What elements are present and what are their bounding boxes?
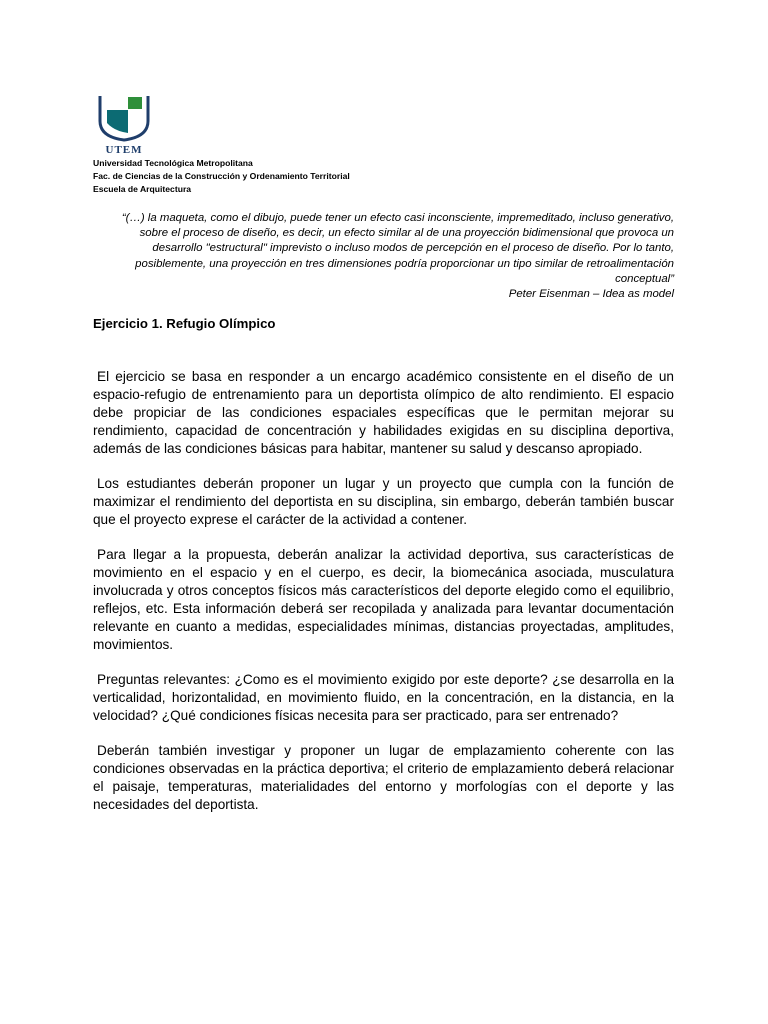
utem-logo xyxy=(97,93,153,155)
university-name: Universidad Tecnológica Metropolitana xyxy=(93,158,253,168)
exercise-body xyxy=(93,368,674,831)
faculty-name: Fac. de Ciencias de la Construcción y Ordenamiento Territorial xyxy=(93,171,350,181)
quote-text: “(…) la maqueta, como el dibujo, puede tener un efecto casi inconsciente, impremeditado, incluso generativo, sobre el proceso de diseño, es decir, un efecto similar al de una proyección bidimensional que provoca un desarrollo "estructural" imprevisto o incluso modos de percepción en el proceso de diseño. Por lo tanto, posiblemente, una proyección en tres dimensiones podría proporcionar un tipo similar de retroalimentación conceptual” xyxy=(121,212,674,285)
epigraph-quote xyxy=(93,211,674,302)
paragraph: Deberán también investigar y proponer un lugar de emplazamiento coherente con las condiciones observadas en la práctica deportiva; el criterio de emplazamiento deberá relacionar el paisaje, temperaturas, materialidades del entorno y morfologías con el deporte y las necesidades del deportista. xyxy=(93,743,674,812)
paragraph: Para llegar a la propuesta, deberán analizar la actividad deportiva, sus características de movimiento en el espacio y en el cuerpo, es decir, la biomecánica asociada, musculatura involucrada y otros conceptos físicos más característicos del deporte elegido como el equilibrio, reflejos, etc. Esta información deberá ser recopilada y analizada para levantar documentación relevante en cuanto a medidas, especialidades mínimas, distancias proyectadas, amplitudes, movimientos. xyxy=(93,547,674,652)
quote-author: Peter Eisenman – Idea as model xyxy=(508,288,674,301)
paragraph: Preguntas relevantes: ¿Como es el movimiento exigido por este deporte? ¿se desarrolla en la verticalidad, horizontalidad, en movimiento fluido, en la concentración, en la distancia, en la velocidad? ¿Qué condiciones físicas necesita para ser practicado, para ser entrenado? xyxy=(93,672,674,723)
teal-block xyxy=(107,110,128,133)
institution-header xyxy=(93,157,350,196)
green-square xyxy=(128,97,142,109)
utem-logo-emblem xyxy=(97,93,153,155)
paragraph: Los estudiantes deberán proponer un lugar y un proyecto que cumpla con la función de maximizar el rendimiento del deportista en su disciplina, sin embargo, deberán también buscar que el proyecto exprese el carácter de la actividad a contener. xyxy=(93,476,674,527)
school-name: Escuela de Arquitectura xyxy=(93,184,192,194)
paragraph: El ejercicio se basa en responder a un encargo académico consistente en el diseño de un espacio-refugio de entrenamiento para un deportista olímpico de alto rendimiento. El espacio debe propiciar de las condiciones espaciales específicas que le permitan mejorar su rendimiento, capacidad de concentración y habilidades exigidas en su disciplina deportiva, además de las condiciones básicas para habitar, mantener su salud y descanso apropiado. xyxy=(93,369,674,456)
logo-text: UTEM xyxy=(105,144,143,155)
exercise-title: Ejercicio 1. Refugio Olímpico xyxy=(93,316,276,331)
